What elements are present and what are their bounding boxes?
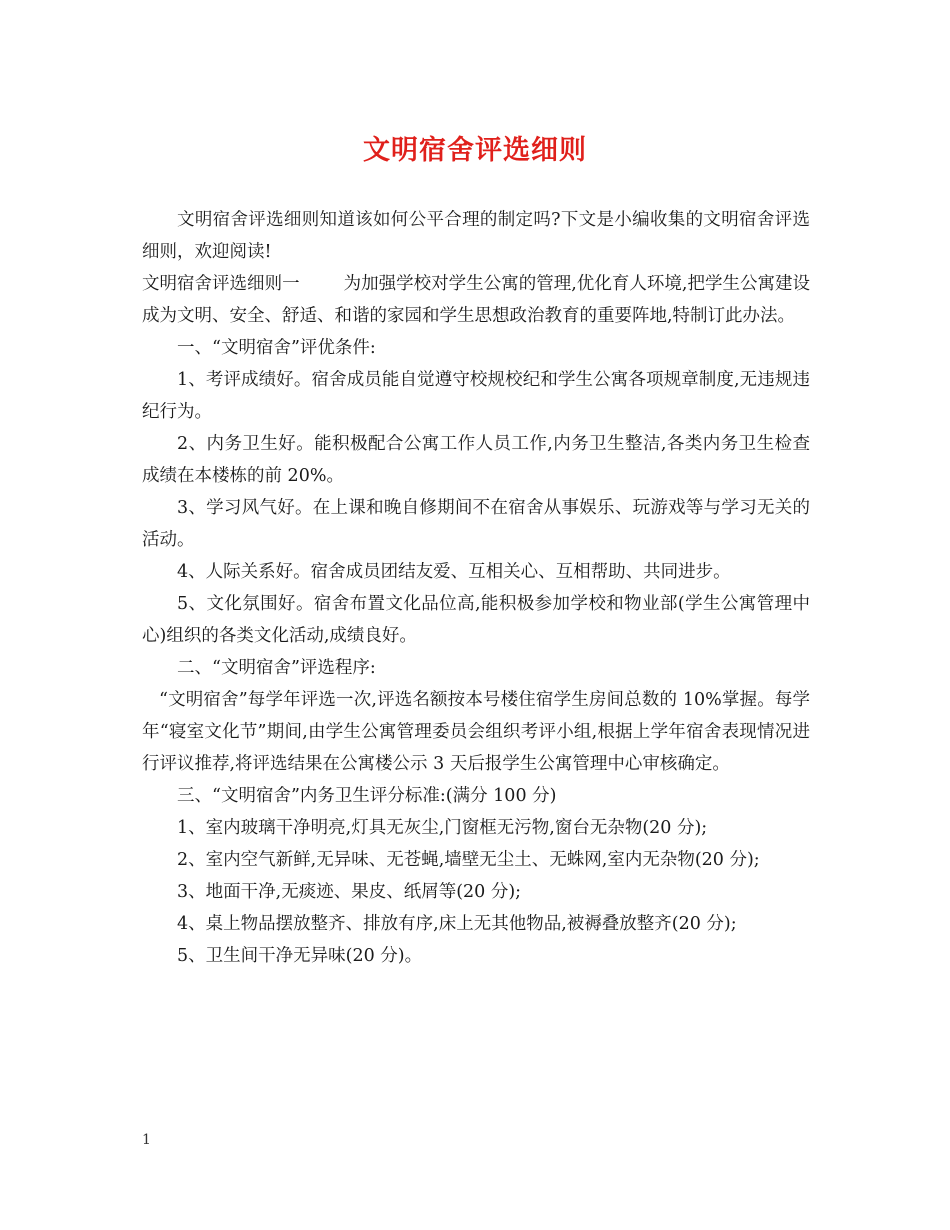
page-number: 1 xyxy=(142,1132,151,1148)
standard-item-2: 2、室内空气新鲜,无异味、无苍蝇,墙壁无尘土、无蛛网,室内无杂物(20 分); xyxy=(177,850,760,870)
standard-item-1: 1、室内玻璃干净明亮,灯具无灰尘,门窗框无污物,窗台无杂物(20 分); xyxy=(177,818,708,838)
section-one-heading: 文明宿舍评选细则一 xyxy=(142,274,300,294)
standard-item-4: 4、桌上物品摆放整齐、排放有序,床上无其他物品,被褥叠放整齐(20 分); xyxy=(177,914,737,934)
condition-item-2: 2、内务卫生好。能积极配合公寓工作人员工作,内务卫生整洁,各类内务卫生检查成绩在本楼栋的前 20%。 xyxy=(142,434,810,486)
section-one-text: 为加强学校对学生公寓的管理,优化育人环境,把学生公寓建设成为文明、安全、舒适、和谐的家园和学生思想政治教育的重要阵地,特制订此办法。 xyxy=(142,274,811,326)
condition-item-4: 4、人际关系好。宿舍成员团结友爱、互相关心、互相帮助、共同进步。 xyxy=(177,562,731,582)
standards-heading: 三、“文明宿舍”内务卫生评分标准:(满分 100 分) xyxy=(177,786,557,806)
section-one-paragraph xyxy=(142,268,810,332)
condition-item-3: 3、学习风气好。在上课和晚自修期间不在宿舍从事娱乐、玩游戏等与学习无关的活动。 xyxy=(142,498,810,550)
conditions-heading: 一、“文明宿舍”评优条件: xyxy=(177,338,376,358)
condition-item-5: 5、文化氛围好。宿舍布置文化品位高,能积极参加学校和物业部(学生公寓管理中心)组织的各类文化活动,成绩良好。 xyxy=(142,594,810,646)
procedure-heading: 二、“文明宿舍”评选程序: xyxy=(177,658,376,678)
condition-item-1: 1、考评成绩好。宿舍成员能自觉遵守校规校纪和学生公寓各项规章制度,无违规违纪行为。 xyxy=(142,370,810,422)
intro-paragraph: 文明宿舍评选细则知道该如何公平合理的制定吗?下文是小编收集的文明宿舍评选细则，欢迎阅读! xyxy=(142,210,810,262)
procedure-paragraph: “文明宿舍”每学年评选一次,评选名额按本号楼住宿学生房间总数的 10%掌握。每学年“寝室文化节”期间,由学生公寓管理委员会组织考评小组,根据上学年宿舍表现情况进行评议推荐,将评选结果在公寓楼公示 3 天后报学生公寓管理中心审核确定。 xyxy=(142,690,810,774)
document-title: 文明宿舍评选细则 xyxy=(363,135,587,166)
standard-item-5: 5、卫生间干净无异味(20 分)。 xyxy=(177,946,423,966)
standard-item-3: 3、地面干净,无痰迹、果皮、纸屑等(20 分); xyxy=(177,882,522,902)
document-body xyxy=(142,204,810,972)
